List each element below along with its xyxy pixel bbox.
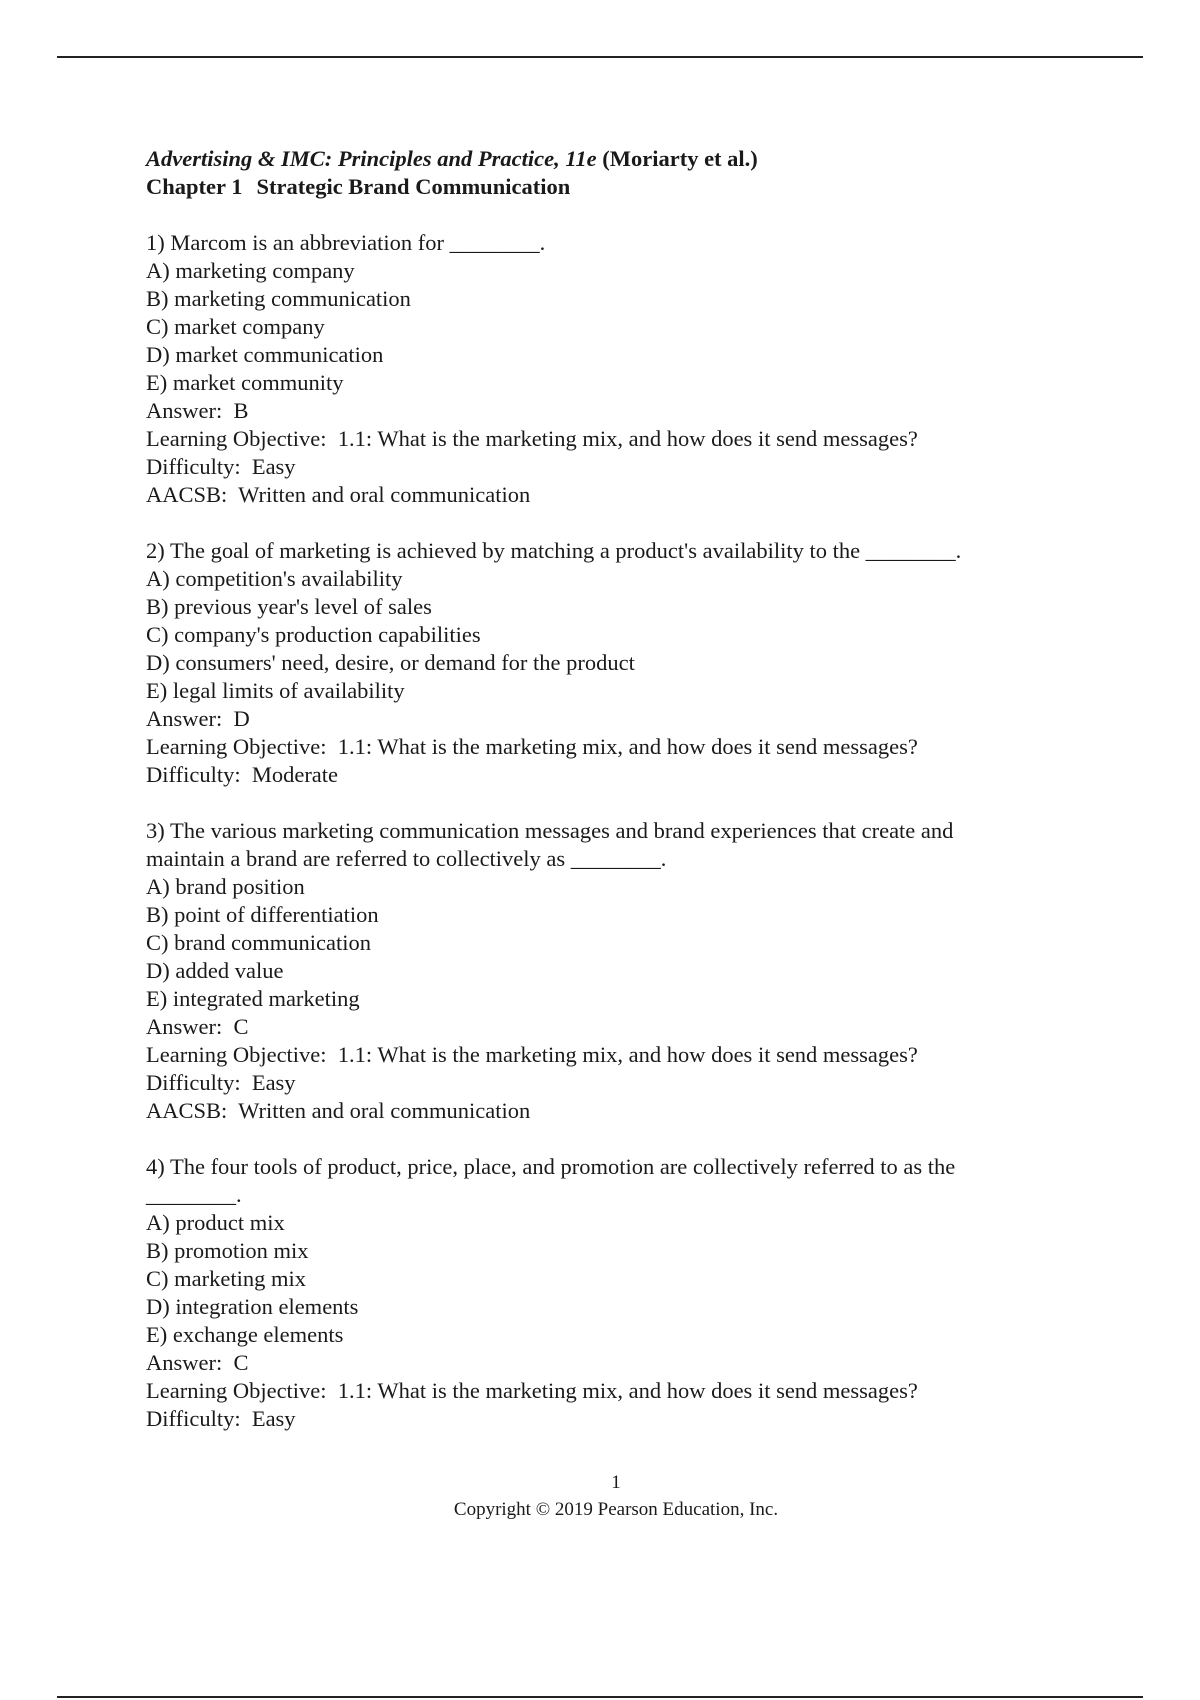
- learning-objective: Learning Objective: 1.1: What is the marketing mix, and how does it send messages?: [146, 1378, 918, 1403]
- answer-option: D) integration elements: [146, 1294, 359, 1319]
- answer-option: A) product mix: [146, 1210, 285, 1235]
- aacsb-standard: AACSB: Written and oral communication: [146, 482, 531, 507]
- answer-option: B) promotion mix: [146, 1238, 309, 1263]
- bottom-rule: [57, 1696, 1143, 1698]
- question-text: 3) The various marketing communication messages and brand experiences that create and: [146, 818, 954, 843]
- learning-objective: Learning Objective: 1.1: What is the marketing mix, and how does it send messages?: [146, 1042, 918, 1067]
- answer-key: Answer: C: [146, 1350, 249, 1375]
- answer-key: Answer: D: [146, 706, 250, 731]
- answer-option: C) marketing mix: [146, 1266, 306, 1291]
- answer-option: D) market communication: [146, 342, 384, 367]
- copyright-notice: Copyright © 2019 Pearson Education, Inc.: [453, 1499, 779, 1520]
- difficulty: Difficulty: Easy: [146, 1406, 296, 1431]
- question-text: 1) Marcom is an abbreviation for ________.: [146, 230, 546, 255]
- answer-option: C) market company: [146, 314, 325, 339]
- answer-option: C) company's production capabilities: [146, 622, 481, 647]
- book-title-italic: Advertising & IMC: Principles and Practice, 11e: [146, 146, 597, 171]
- difficulty: Difficulty: Moderate: [146, 762, 339, 787]
- answer-option: E) exchange elements: [146, 1322, 344, 1347]
- question-block: [146, 1153, 1046, 1433]
- answer-key: Answer: B: [146, 398, 249, 423]
- learning-objective: Learning Objective: 1.1: What is the marketing mix, and how does it send messages?: [146, 426, 918, 451]
- page-number: 1: [611, 1472, 621, 1493]
- learning-objective: Learning Objective: 1.1: What is the marketing mix, and how does it send messages?: [146, 734, 918, 759]
- answer-option: E) integrated marketing: [146, 986, 360, 1011]
- chapter-number: Chapter 1: [146, 174, 243, 199]
- answer-option: B) previous year's level of sales: [146, 594, 432, 619]
- difficulty: Difficulty: Easy: [146, 1070, 296, 1095]
- question-text: 4) The four tools of product, price, place, and promotion are collectively referred to as the: [146, 1154, 956, 1179]
- answer-option: D) added value: [146, 958, 284, 983]
- question-list: [146, 229, 1046, 1433]
- chapter-title: Strategic Brand Communication: [256, 174, 571, 199]
- difficulty: Difficulty: Easy: [146, 454, 296, 479]
- book-authors: (Moriarty et al.): [602, 146, 758, 171]
- answer-option: E) legal limits of availability: [146, 678, 405, 703]
- answer-option: B) point of differentiation: [146, 902, 379, 927]
- question-block: [146, 817, 1046, 1125]
- aacsb-standard: AACSB: Written and oral communication: [146, 1098, 531, 1123]
- answer-option: E) market community: [146, 370, 344, 395]
- answer-option: B) marketing communication: [146, 286, 411, 311]
- answer-option: A) brand position: [146, 874, 305, 899]
- answer-option: A) marketing company: [146, 258, 355, 283]
- answer-key: Answer: C: [146, 1014, 249, 1039]
- document-body: [146, 145, 1046, 1461]
- chapter-heading: [146, 173, 1046, 201]
- question-block: [146, 537, 1046, 789]
- answer-option: D) consumers' need, desire, or demand for the product: [146, 650, 635, 675]
- question-text: ________.: [146, 1182, 242, 1207]
- answer-option: C) brand communication: [146, 930, 371, 955]
- question-text: maintain a brand are referred to collectively as ________.: [146, 846, 667, 871]
- top-rule: [57, 56, 1143, 58]
- question-block: [146, 229, 1046, 509]
- question-text: 2) The goal of marketing is achieved by matching a product's availability to the ________.: [146, 538, 962, 563]
- book-title: [146, 145, 1046, 173]
- answer-option: A) competition's availability: [146, 566, 403, 591]
